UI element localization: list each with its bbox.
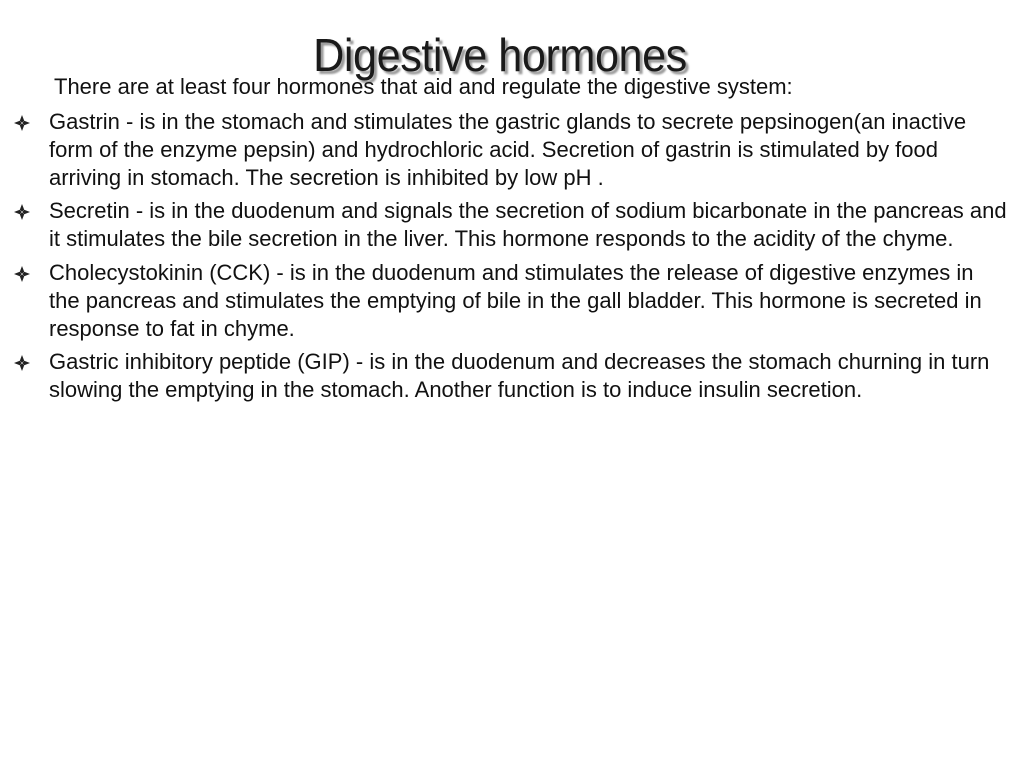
bullet-text: Cholecystokinin (CCK) - is in the duodenum and stimulates the release of digestive enzymes in the pancreas and stimulates the emptying of bile in the gall bladder. This hormone is secreted in response to fat in chyme. [49,259,982,341]
bullet-item-gip [0,348,1010,404]
intro-text: There are at least four hormones that aid and regulate the digestive system: [54,74,793,99]
bullet-text: Gastrin - is in the stomach and stimulates the gastric glands to secrete pepsinogen(an inactive form of the enzyme pepsin) and hydrochloric acid. Secretion of gastrin is stimulated by food arriving in stomach. The secretion is inhibited by low pH . [49,109,967,190]
slide-title: Digestive hormones [313,28,687,81]
bullet-item-gastrin [0,108,1010,191]
bullet-item-secretin [0,197,1010,253]
diamond-bullet-icon [13,114,31,132]
bullet-text: Gastric inhibitory peptide (GIP) - is in the duodenum and decreases the stomach churning in turn slowing the emptying in the stomach. Another function is to induce insulin secretion. [49,349,990,403]
diamond-bullet-icon [13,354,31,372]
diamond-bullet-icon [13,265,31,283]
bullet-text: Secretin - is in the duodenum and signals the secretion of sodium bicarbonate in the pancreas and it stimulates the bile secretion in the liver. This hormone responds to the acidity of the chyme. [49,198,1007,252]
bullet-item-cholecystokinin [0,259,1010,342]
diamond-bullet-icon [13,203,31,221]
bullet-list [0,108,1010,410]
